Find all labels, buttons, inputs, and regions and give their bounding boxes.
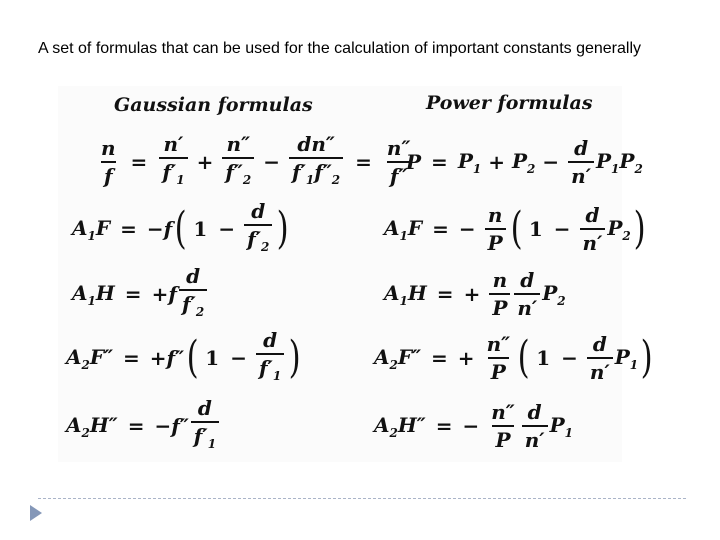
power-formula-a2f: $A_2F''$ = + $\frac{n''}{P}$ ( 1 − $\frac{d}{n'}$ $P_1$ ) bbox=[374, 332, 653, 384]
power-formula-total: P = $P_1$ + $P_2$ − $\frac{d}{n'}$ $P_1P_2$ bbox=[406, 136, 643, 188]
formula-image bbox=[58, 86, 653, 462]
gaussian-formula-a2h: $A_2H''$ = −f″ $\frac{d}{f'_1}$ bbox=[66, 398, 221, 454]
gaussian-formula-a1h: $A_1H$ = +f $\frac{d}{f'_2}$ bbox=[72, 266, 209, 322]
gaussian-formulas-heading: Gaussian formulas bbox=[114, 94, 313, 116]
gaussian-formula-focal: $\frac{n}{f}$ = $\frac{n'}{f'_1}$ + $\frac{n''}{f''_2}$ − $\frac{dn''}{f'_1f''_2}$ = $\frac{n''}{f''}$ bbox=[96, 134, 415, 190]
power-formulas-heading: Power formulas bbox=[426, 92, 593, 114]
slide-title: A set of formulas that can be used for the calculation of important constants generally bbox=[38, 40, 642, 57]
gaussian-formula-a2f: $A_2F''$ = +f″ ( 1 − $\frac{d}{f'_1}$ ) bbox=[66, 330, 303, 386]
power-formula-a2h: $A_2H''$ = − $\frac{n''}{P}$ $\frac{d}{n'}$ $P_1$ bbox=[374, 400, 573, 452]
triangle-bullet-icon bbox=[30, 505, 42, 521]
footer-divider bbox=[38, 498, 686, 499]
gaussian-formula-a1f: $A_1F$ = −f ( 1 − $\frac{d}{f'_2}$ ) bbox=[72, 201, 292, 257]
power-formula-a1f: $A_1F$ = − $\frac{n}{P}$ ( 1 − $\frac{d}{n'}$ $P_2$ ) bbox=[384, 203, 646, 255]
power-formula-a1h: $A_1H$ = + $\frac{n}{P}$ $\frac{d}{n'}$ $P_2$ bbox=[384, 268, 566, 320]
